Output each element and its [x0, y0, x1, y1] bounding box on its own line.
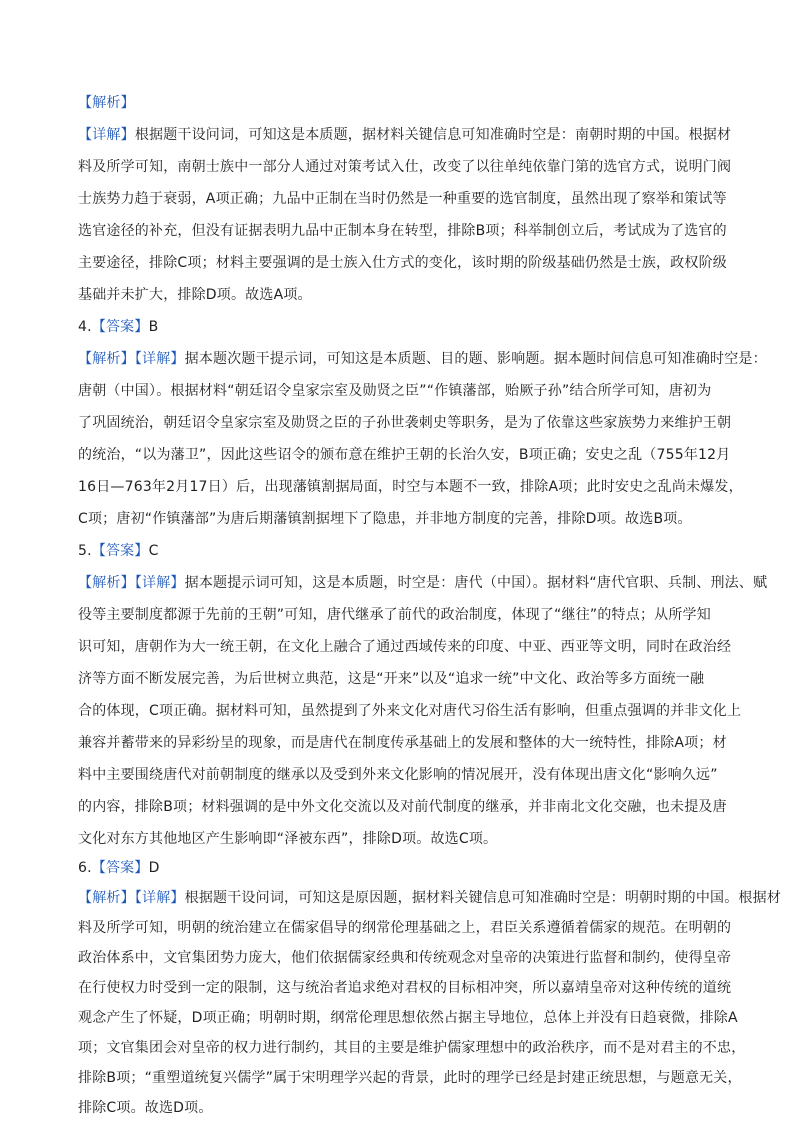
text-line: 基础并未扩大，排除D项。故选A项。	[78, 287, 312, 303]
text-line	[78, 573, 767, 593]
line-text: 根据题干设问词，可知这是原因题，据材料关键信息可知准确时空是：明朝时期的中国。根据材	[184, 890, 782, 906]
text-line: 识可知，唐朝作为大一统王朝，在文化上融合了通过西域传来的印度、中亚、西亚等文明，同时在政治经	[78, 639, 732, 655]
text-line: 了巩固统治，朝廷诏令皇家宗室及勋贤之臣的子孙世袭刺史等职务，是为了依靠这些家族势力来维护王朝	[78, 415, 732, 431]
text-line: 项；文官集团会对皇帝的权力进行制约，其目的主要是维护儒家理想中的政治秩序，而不是对君主的不忠，	[78, 1040, 746, 1056]
line-text: 据本题次题干提示词，可知这是本质题、目的题、影响题。据本题时间信息可知准确时空是：	[184, 351, 767, 367]
text-line: 观念产生了怀疑，D项正确；明朝时期，纲常伦理思想依然占据主导地位，总体上并没有日趋衰微，排除A	[78, 1010, 738, 1026]
text-line: 料及所学可知，明朝的统治建立在儒家倡导的纲常伦理基础之上，君臣关系遵循着儒家的规范。在明朝的	[78, 920, 732, 936]
analysis-tag: 【解析】	[78, 575, 135, 591]
text-line: 的内容，排除B项；材料强调的是中外文化交流以及对前代制度的继承，并非南北文化交融，也未提及唐	[78, 799, 727, 815]
detail-tag: 【详解】	[134, 575, 185, 591]
text-line: 16日—763年2月17日）后，出现藩镇割据局面，时空与本题不一致，排除A项；此时安史之乱尚未爆发，	[78, 479, 743, 495]
answer-tag: 【答案】	[91, 860, 149, 876]
text-line: 士族势力趋于衰弱，A项正确；九品中正制在当时仍然是一种重要的选官制度，虽然出现了察举和策试等	[78, 191, 727, 207]
text-line: 文化对东方其他地区产生影响即“泽被东西”，排除D项。故选C项。	[78, 831, 498, 847]
text-line	[78, 125, 731, 145]
text-line: 合的体现，C项正确。据材料可知，虽然提到了外来文化对唐代习俗生活有影响，但重点强调的并非文化上	[78, 703, 742, 719]
answer-value: C	[148, 543, 159, 559]
answer-line-q4	[78, 317, 158, 337]
text-line: 政治体系中，文官集团势力庞大，他们依据儒家经典和传统观念对皇帝的决策进行监督和制约，使得皇帝	[78, 950, 732, 966]
text-line: 料及所学可知，南朝士族中一部分人通过对策考试入仕，改变了以往单纯依靠门第的选官方式，说明门阀	[78, 159, 732, 175]
detail-tag: 【详解】	[134, 890, 185, 906]
answer-line-q6	[78, 858, 160, 878]
detail-tag: 【详解】	[134, 351, 185, 367]
analysis-tag: 【解析】	[78, 890, 135, 906]
analysis-tag: 【解析】	[78, 95, 135, 111]
question-number: 5.	[78, 543, 92, 559]
line-text: 根据题干设问词，可知这是本质题，据材料关键信息可知准确时空是：南朝时期的中国。根据材	[134, 127, 732, 143]
answer-value: B	[148, 319, 159, 335]
text-line: C项；唐初“作镇藩部”为唐后期藩镇割据埋下了隐患，并非地方制度的完善，排除D项。故选B项。	[78, 511, 692, 527]
text-line: 料中主要围绕唐代对前朝制度的继承以及受到外来文化影响的情况展开，没有体现出唐文化“影响久远”	[78, 767, 718, 783]
question-number: 6.	[78, 860, 92, 876]
answer-tag: 【答案】	[91, 543, 149, 559]
text-line: 选官途径的补充，但没有证据表明九品中正制本身在转型，排除B项；科举制创立后，考试成为了选官的	[78, 223, 727, 239]
text-line: 兼容并蓄带来的异彩纷呈的现象，而是唐代在制度传承基础上的发展和整体的大一统特性，排除A项；材	[78, 735, 727, 751]
text-line: 唐朝（中国）。根据材料“朝廷诏令皇家宗室及勋贤之臣”“作镇藩部，贻厥子孙”结合所学可知，唐初为	[78, 383, 712, 399]
text-line: 排除C项。故选D项。	[78, 1100, 213, 1116]
answer-line-q5	[78, 541, 159, 561]
text-line	[78, 888, 781, 908]
text-line: 主要途径，排除C项；材料主要强调的是士族入仕方式的变化，该时期的阶级基础仍然是士族，政权阶级	[78, 255, 727, 271]
detail-tag: 【详解】	[78, 127, 135, 143]
text-line: 排除B项；“重塑道统复兴儒学”属于宋明理学兴起的背景，此时的理学已经是封建正统思想，与题意无关，	[78, 1070, 742, 1086]
text-line	[78, 349, 767, 369]
question-number: 4.	[78, 319, 92, 335]
text-line: 在行使权力时受到一定的限制，这与统治者追求绝对君权的目标相冲突，所以嘉靖皇帝对这种传统的道统	[78, 980, 732, 996]
text-line: 济等方面不断发展完善，为后世树立典范，这是“开来”以及“追求一统”中文化、政治等多方面统一融	[78, 671, 705, 687]
answer-value: D	[148, 860, 160, 876]
text-line: 役等主要制度都源于先前的王朝”可知，唐代继承了前代的政治制度，体现了“继往”的特点；从所学知	[78, 607, 711, 623]
analysis-tag: 【解析】	[78, 351, 135, 367]
line-text: 据本题提示词可知，这是本质题，时空是：唐代（中国）。据材料“唐代官职、兵制、刑法、赋	[184, 575, 768, 591]
section-heading-analysis	[78, 93, 135, 113]
answer-tag: 【答案】	[91, 319, 149, 335]
text-line: 的统治，“以为藩卫”，因此这些诏令的颁布意在维护王朝的长治久安，B项正确；安史之乱（755年12月	[78, 447, 731, 463]
